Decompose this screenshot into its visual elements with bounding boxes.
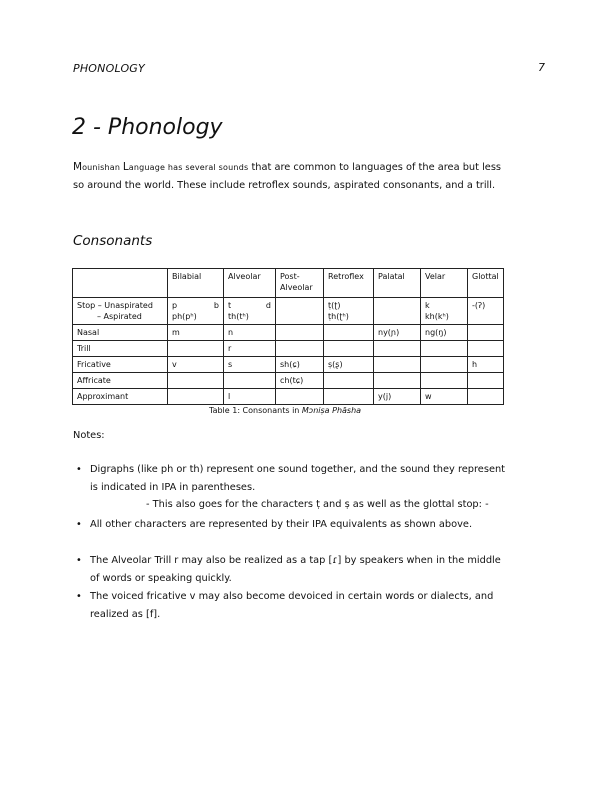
stop-unaspirated-label: Stop – Unaspirated: [77, 301, 153, 310]
cell-stop-bilabial: [168, 298, 224, 325]
table-cell: [168, 373, 224, 389]
table-cell: [276, 389, 324, 405]
table-cell: m: [168, 325, 224, 341]
table-cell: [421, 373, 468, 389]
table-row-stop: [73, 298, 504, 325]
table-cell: [224, 373, 276, 389]
table-cell: [324, 325, 374, 341]
table-row-fricative: [73, 357, 504, 373]
cell-value: b: [213, 301, 219, 310]
cell-stop-postalveolar: [276, 298, 324, 325]
intro-smallcaps-m: M: [73, 161, 83, 173]
table-cell: s: [224, 357, 276, 373]
table-cell: v: [168, 357, 224, 373]
cell-stop-retroflex: [324, 298, 374, 325]
header-alveolar: Alveolar: [224, 269, 276, 298]
table-cell: ṣ(ʂ): [324, 357, 374, 373]
cell-stop-velar: [421, 298, 468, 325]
cell-value: ṭh(ʈʰ): [328, 312, 349, 321]
table-cell: [468, 389, 504, 405]
table-row-trill: [73, 341, 504, 357]
table-cell: ny(ɲ): [374, 325, 421, 341]
cell-value: kh(kʰ): [425, 312, 449, 321]
table-cell: [168, 341, 224, 357]
table-cell: ng(ŋ): [421, 325, 468, 341]
cell-value: p: [172, 301, 178, 310]
cell-value: ṭ(ʈ): [328, 301, 341, 310]
header-cell-empty: [73, 269, 168, 298]
note-item: [73, 461, 513, 497]
bullet-icon: •: [76, 591, 82, 602]
row-label: Trill: [73, 341, 168, 357]
table-cell: ch(tɕ): [276, 373, 324, 389]
note-item: [73, 552, 513, 588]
table-row-nasal: [73, 325, 504, 341]
table-cell: h: [468, 357, 504, 373]
table-cell: [276, 325, 324, 341]
header-bilabial: Bilabial: [168, 269, 224, 298]
cell-stop-palatal: [374, 298, 421, 325]
header-velar: Velar: [421, 269, 468, 298]
consonant-table: [72, 268, 504, 405]
consonants-heading: Consonants: [73, 233, 153, 249]
table-cell: [468, 325, 504, 341]
intro-smallcaps-l: L: [122, 161, 129, 173]
table-caption: [209, 406, 361, 415]
intro-smallcaps-1: ounishan: [82, 163, 123, 172]
notes-label: Notes:: [73, 430, 105, 441]
cell-stop-alveolar: [224, 298, 276, 325]
cell-stop-glottal: -(ʔ): [468, 298, 504, 325]
cell-value: th(tʰ): [228, 312, 249, 321]
table-cell: [276, 341, 324, 357]
header-palatal: Palatal: [374, 269, 421, 298]
table-cell: w: [421, 389, 468, 405]
table-cell: [468, 341, 504, 357]
table-cell: [324, 373, 374, 389]
table-row-affricate: [73, 373, 504, 389]
row-label-stop: [73, 298, 168, 325]
bullet-icon: •: [76, 464, 82, 475]
table-cell: [374, 373, 421, 389]
table-cell: [421, 357, 468, 373]
note-subitem: - This also goes for the characters ṭ and ṣ as well as the glottal stop: -: [146, 499, 489, 510]
note-text: Digraphs (like ph or th) represent one sound together, and the sound they represent is indicated in IPA in parentheses.: [90, 464, 506, 493]
cell-value: d: [265, 301, 271, 310]
table-cell: [374, 341, 421, 357]
cell-value: k: [425, 301, 430, 310]
caption-language: Mɔniṣa Phāsha: [301, 406, 362, 415]
bullet-icon: •: [76, 555, 82, 566]
table-cell: [168, 389, 224, 405]
header-retroflex: Retroflex: [324, 269, 374, 298]
stop-aspirated-label: – Aspirated: [97, 312, 142, 321]
cell-value: t: [228, 301, 232, 310]
header-glottal: Glottal: [468, 269, 504, 298]
table-cell: [324, 389, 374, 405]
intro-smallcaps-2: anguage has several sounds: [128, 163, 249, 172]
note-text: All other characters are represented by their IPA equivalents as shown above.: [90, 519, 473, 530]
table-cell: [421, 341, 468, 357]
note-item: [73, 588, 513, 624]
table-cell: l: [224, 389, 276, 405]
table-cell: r: [224, 341, 276, 357]
note-text: The Alveolar Trill r may also be realized as a tap [ɾ] by speakers when in the middle of words or speaking quickly.: [90, 555, 501, 584]
running-header: PHONOLOGY: [73, 62, 145, 75]
table-cell: [468, 373, 504, 389]
cell-value: ph(pʰ): [172, 312, 197, 321]
row-label: Fricative: [73, 357, 168, 373]
caption-prefix: Table 1: Consonants in: [209, 406, 302, 415]
table-cell: n: [224, 325, 276, 341]
table-cell: [324, 341, 374, 357]
row-label: Affricate: [73, 373, 168, 389]
table-cell: y(j): [374, 389, 421, 405]
note-item: [73, 516, 513, 534]
table-header-row: [73, 269, 504, 298]
table-cell: sh(ɕ): [276, 357, 324, 373]
row-label: Nasal: [73, 325, 168, 341]
table-row-approximant: [73, 389, 504, 405]
table-cell: [374, 357, 421, 373]
row-label: Approximant: [73, 389, 168, 405]
note-text: The voiced fricative v may also become devoiced in certain words or dialects, and realized as [f].: [90, 591, 494, 620]
intro-paragraph: [73, 158, 513, 195]
page-number: 7: [538, 61, 545, 74]
bullet-icon: •: [76, 519, 82, 530]
intro-text: that are common to languages of the area but less so around the world. These include retroflex sounds, aspirated consonants, and a trill.: [73, 162, 502, 191]
header-post-alveolar: Post-Alveolar: [276, 269, 324, 298]
chapter-title: 2 - Phonology: [72, 115, 223, 140]
